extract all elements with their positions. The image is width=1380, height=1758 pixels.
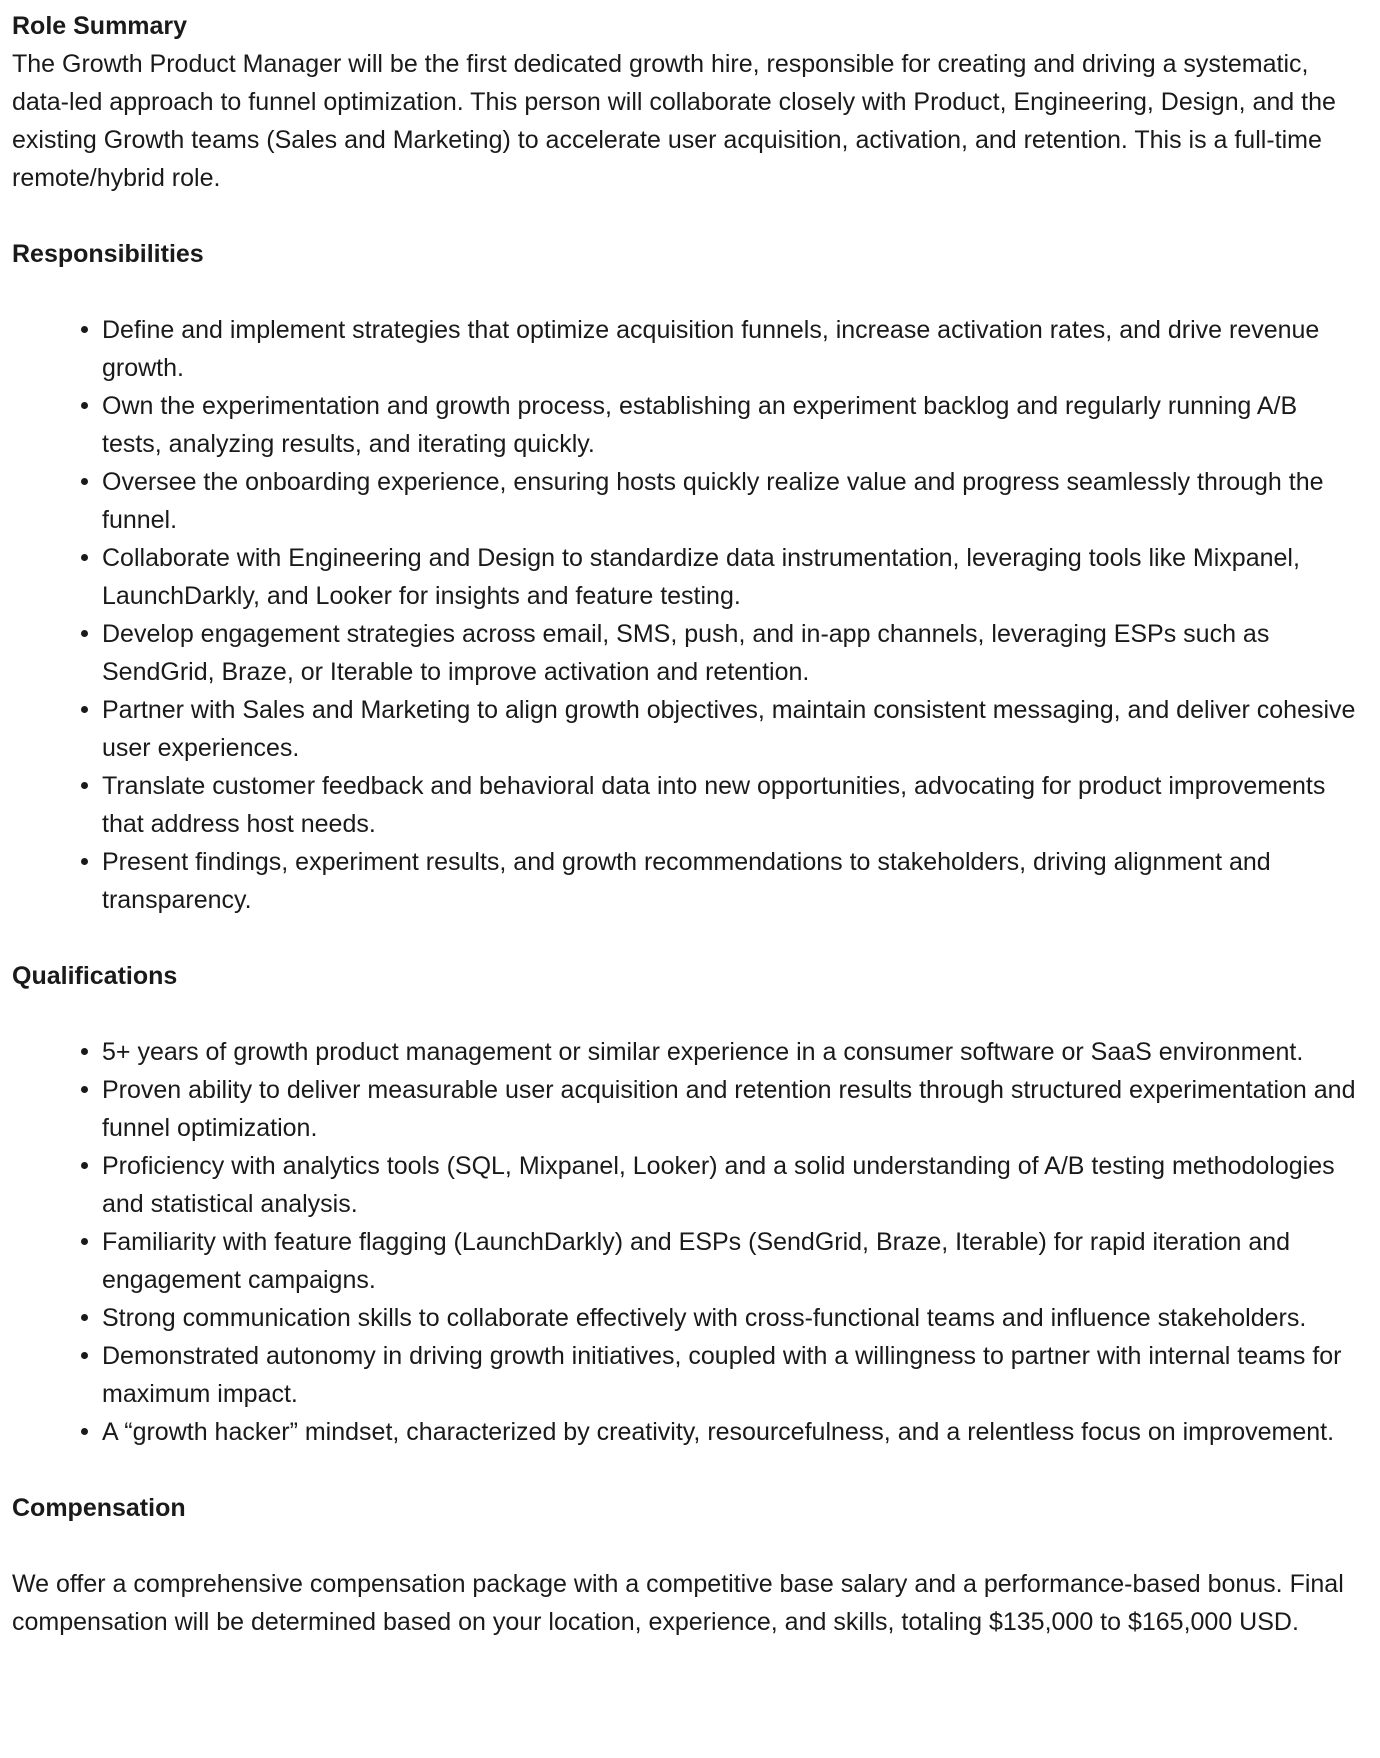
compensation-heading: Compensation [12,1494,186,1522]
role-summary-text: The Growth Product Manager will be the first dedicated growth hire, responsible for creating and driving a systematic, data-led approach to funnel optimization. This person will collaborate closely with Product, Engineering, Design, and the existing Growth teams (Sales and Marketing) to accelerate user acquisition, activation, and retention. This is a full-time remote/hybrid role. [12,50,1336,192]
list-item: Collaborate with Engineering and Design to standardize data instrumentation, leveraging tools like Mixpanel, LaunchDarkly, and Looker for insights and feature testing. [102,539,1368,615]
list-item: Proven ability to deliver measurable user acquisition and retention results through structured experimentation and funnel optimization. [102,1071,1368,1147]
list-item: Demonstrated autonomy in driving growth initiatives, coupled with a willingness to partner with internal teams for maximum impact. [102,1337,1368,1413]
list-item: 5+ years of growth product management or similar experience in a consumer software or SaaS environment. [102,1033,1368,1071]
section-spacer [12,1451,1368,1489]
list-item: A “growth hacker” mindset, characterized by creativity, resourcefulness, and a relentless focus on improvement. [102,1413,1368,1451]
list-item: Partner with Sales and Marketing to align growth objectives, maintain consistent messaging, and deliver cohesive user experiences. [102,691,1368,767]
list-item: Oversee the onboarding experience, ensuring hosts quickly realize value and progress seamlessly through the funnel. [102,463,1368,539]
section-spacer [12,919,1368,957]
qualifications-heading: Qualifications [12,962,178,990]
list-item: Own the experimentation and growth process, establishing an experiment backlog and regularly running A/B tests, analyzing results, and iterating quickly. [102,387,1368,463]
compensation-text: We offer a comprehensive compensation package with a competitive base salary and a performance-based bonus. Final compensation will be determined based on your location, experience, and skills, totaling $135,000 to $165,000 USD. [12,1570,1344,1636]
list-item: Develop engagement strategies across email, SMS, push, and in-app channels, leveraging ESPs such as SendGrid, Braze, or Iterable to improve activation and retention. [102,615,1368,691]
list-item: Present findings, experiment results, and growth recommendations to stakeholders, driving alignment and transparency. [102,843,1368,919]
role-summary-heading: Role Summary [12,12,188,40]
list-item: Proficiency with analytics tools (SQL, Mixpanel, Looker) and a solid understanding of A/B testing methodologies and statistical analysis. [102,1147,1368,1223]
list-item: Translate customer feedback and behavioral data into new opportunities, advocating for product improvements that address host needs. [102,767,1368,843]
qualifications-list [12,1033,1368,1451]
responsibilities-list [12,311,1368,919]
list-item: Define and implement strategies that optimize acquisition funnels, increase activation rates, and drive revenue growth. [102,311,1368,387]
section-spacer [12,1527,1368,1565]
list-item: Strong communication skills to collaborate effectively with cross-functional teams and influence stakeholders. [102,1299,1368,1337]
responsibilities-heading: Responsibilities [12,240,204,268]
section-spacer [12,197,1368,235]
list-item: Familiarity with feature flagging (LaunchDarkly) and ESPs (SendGrid, Braze, Iterable) for rapid iteration and engagement campaigns. [102,1223,1368,1299]
